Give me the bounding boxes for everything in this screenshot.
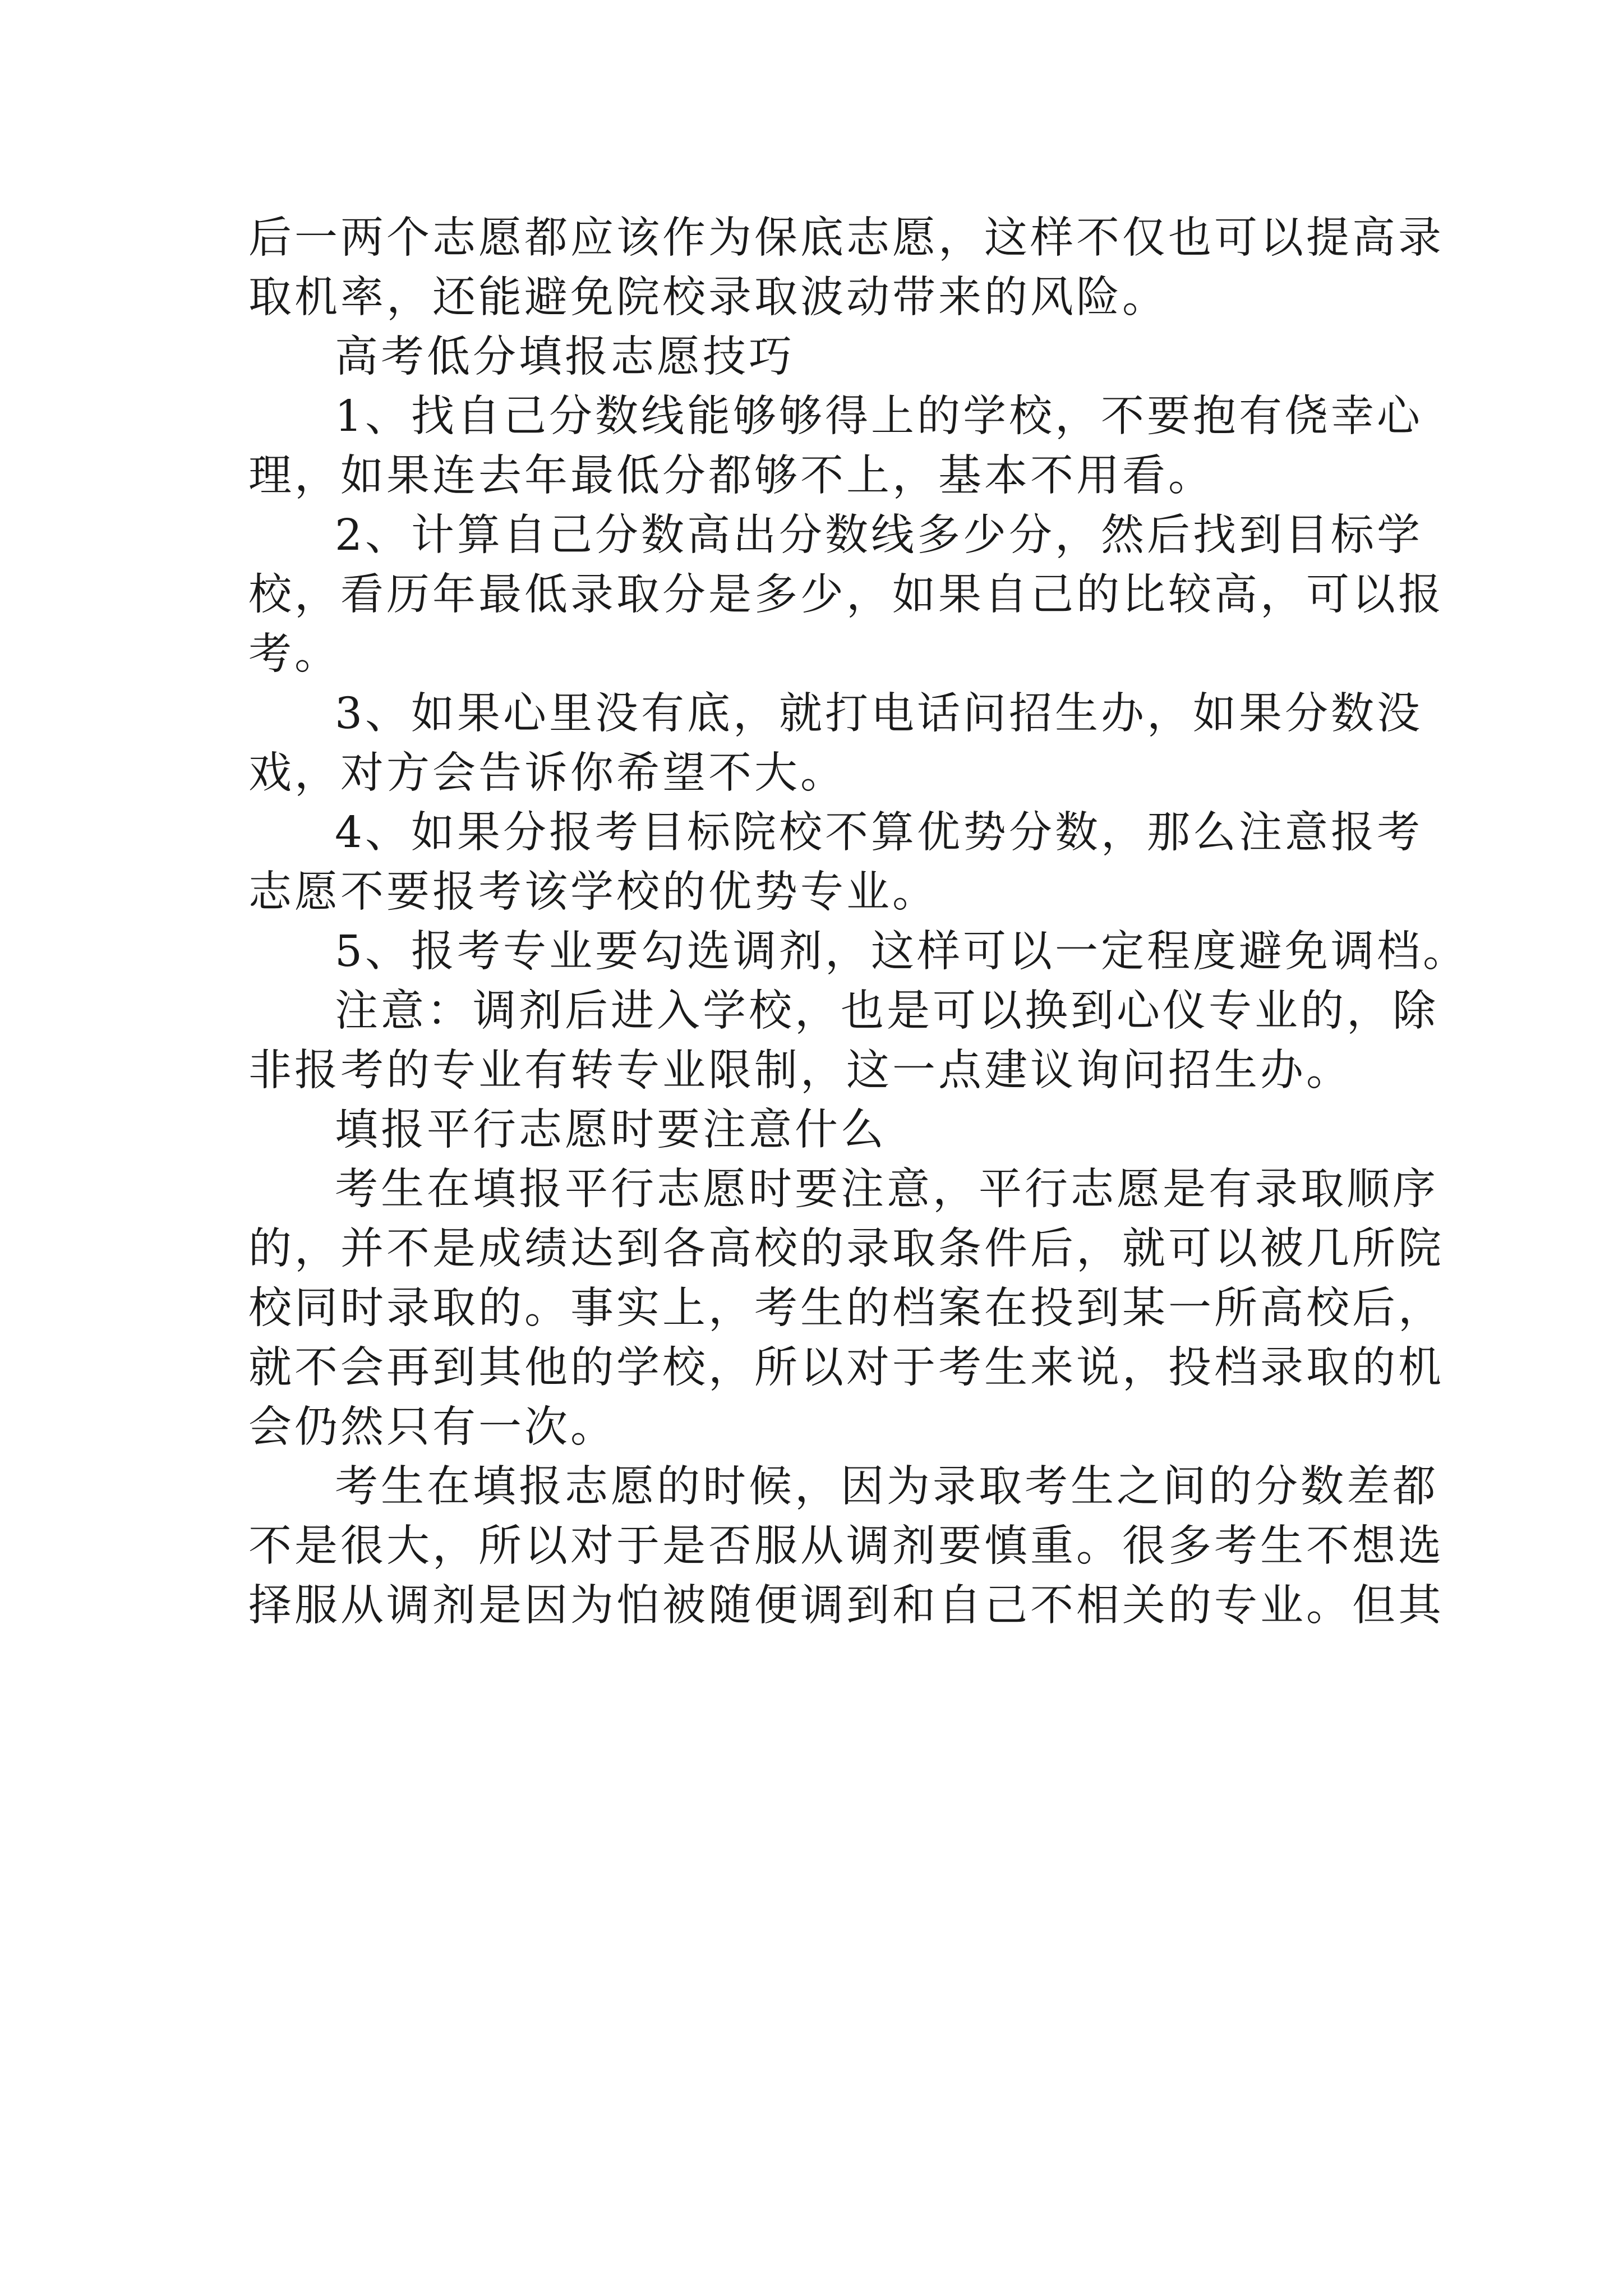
text-line: 3、如果心里没有底，就打电话问招生办，如果分数没 <box>335 689 1423 739</box>
text-line: 非报考的专业有转专业限制，这一点建议询问招生办。 <box>248 1046 1352 1096</box>
text-line: 择服从调剂是因为怕被随便调到和自己不相关的专业。但其 <box>248 1581 1444 1631</box>
text-line: 1、找自己分数线能够够得上的学校，不要抱有侥幸心 <box>335 392 1423 441</box>
text-line: 就不会再到其他的学校，所以对于考生来说，投档录取的机 <box>248 1343 1444 1393</box>
text-line: 后一两个志愿都应该作为保底志愿，这样不仅也可以提高录 <box>248 213 1444 263</box>
text-line: 考生在填报志愿的时候，因为录取考生之间的分数差都 <box>335 1462 1438 1512</box>
text-line: 考生在填报平行志愿时要注意，平行志愿是有录取顺序 <box>335 1165 1438 1214</box>
text-line: 志愿不要报考该学校的优势专业。 <box>248 867 938 917</box>
text-line: 5、报考专业要勾选调剂，这样可以一定程度避免调档。 <box>335 927 1469 977</box>
text-line: 2、计算自己分数高出分数线多少分，然后找到目标学 <box>335 510 1423 560</box>
text-line: 校，看历年最低录取分是多少，如果自己的比较高，可以报 <box>248 570 1444 620</box>
text-line: 戏，对方会告诉你希望不大。 <box>248 748 846 798</box>
text-line: 不是很大，所以对于是否服从调剂要慎重。很多考生不想选 <box>248 1521 1444 1571</box>
text-line: 取机率，还能避免院校录取波动带来的风险。 <box>248 273 1168 323</box>
text-line: 会仍然只有一次。 <box>248 1402 616 1452</box>
section-heading: 填报平行志愿时要注意什么 <box>335 1105 887 1155</box>
text-line: 理，如果连去年最低分都够不上，基本不用看。 <box>248 451 1214 501</box>
document-body <box>248 209 1469 1636</box>
text-line: 4、如果分报考目标院校不算优势分数，那么注意报考 <box>335 808 1423 858</box>
text-line: 注意：调剂后进入学校，也是可以换到心仪专业的，除 <box>335 986 1438 1036</box>
text-line: 考。 <box>248 629 340 679</box>
text-line: 的，并不是成绩达到各高校的录取条件后，就可以被几所院 <box>248 1224 1444 1274</box>
section-heading: 高考低分填报志愿技巧 <box>335 332 795 382</box>
text-line: 校同时录取的。事实上，考生的档案在投到某一所高校后， <box>248 1283 1444 1333</box>
